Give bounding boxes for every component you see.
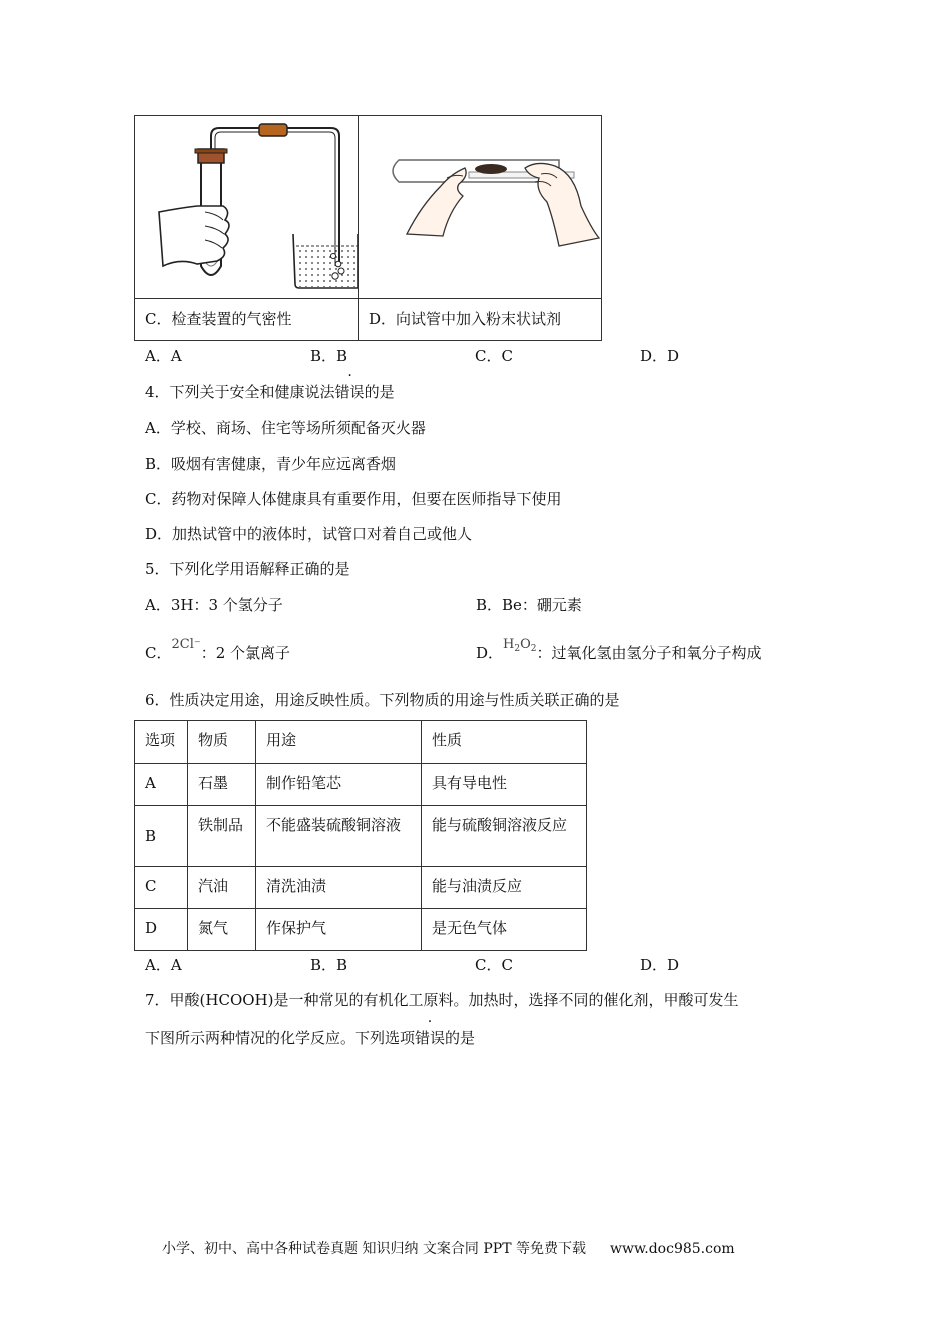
q4-option-d[interactable]: D．加热试管中的液体时，试管口对着自己或他人: [145, 525, 473, 543]
q5-option-c[interactable]: C．2Cl⁻：2 个氯离子: [145, 637, 291, 662]
header-cell: 用途: [256, 721, 422, 764]
table-cell: 石墨: [188, 764, 256, 806]
q6-choice-d[interactable]: D．D: [640, 956, 680, 974]
q4-option-a[interactable]: A．学校、商场、住宅等场所须配备灭火器: [145, 419, 426, 437]
q6-table: [134, 720, 587, 951]
footer-url[interactable]: www.doc985.com: [609, 1241, 735, 1257]
emphasis-mark: 错误: [415, 1029, 446, 1047]
table-cell: D: [135, 909, 188, 951]
table-cell: C: [135, 867, 188, 909]
footer-text: 小学、初中、高中各种试卷真题 知识归纳 文案合同 PPT 等免费下载: [162, 1241, 586, 1257]
table-cell: 汽油: [188, 867, 256, 909]
header-cell: 性质: [422, 721, 587, 764]
table-cell: B: [135, 806, 188, 867]
caption-c: C．检查装置的气密性: [145, 310, 292, 328]
caption-d: D．向试管中加入粉末状试剂: [369, 310, 562, 328]
table-cell: 能与硫酸铜溶液反应: [422, 806, 587, 867]
table-row: [135, 806, 587, 867]
table-row: [135, 909, 587, 951]
table-cell: 不能盛装硫酸铜溶液: [256, 806, 422, 867]
q4-option-b[interactable]: B．吸烟有害健康，青少年应远离香烟: [145, 455, 397, 473]
q5-option-b[interactable]: B．Be：硼元素: [476, 596, 582, 614]
q4-stem: 4．下列关于安全和健康说法错误的是: [145, 383, 395, 401]
q5-option-d[interactable]: D．$H_2O_2$：过氧化氢由氢分子和氧分子构成: [476, 637, 762, 662]
table-cell: 铁制品: [188, 806, 256, 867]
q4-option-c[interactable]: C．药物对保障人体健康具有重要作用，但要在医师指导下使用: [145, 490, 562, 508]
q7-stem-line1: 7．甲酸(HCOOH)是一种常见的有机化工原料。加热时，选择不同的催化剂，甲酸可发生: [145, 991, 739, 1009]
table-row: [135, 867, 587, 909]
airtightness-check-figure: [135, 116, 358, 298]
emphasis-mark: 错误: [334, 383, 365, 401]
q7-stem-line2: 下图所示两种情况的化学反应。下列选项错误的是: [145, 1029, 476, 1047]
table-cell: 氮气: [188, 909, 256, 951]
table-cell: A: [135, 764, 188, 806]
table-cell: 清洗油渍: [256, 867, 422, 909]
table-cell: 具有导电性: [422, 764, 587, 806]
table-row: [135, 764, 587, 806]
header-cell: 选项: [135, 721, 188, 764]
table-cell: 作保护气: [256, 909, 422, 951]
experiment-figure-table: [134, 115, 602, 341]
q5-stem: 5．下列化学用语解释正确的是: [145, 560, 350, 578]
q6-stem: 6．性质决定用途，用途反映性质。下列物质的用途与性质关联正确的是: [145, 691, 620, 709]
page-footer: [162, 1238, 735, 1258]
q6-choice-b[interactable]: B．B: [310, 956, 348, 974]
header-cell: 物质: [188, 721, 256, 764]
table-cell: 制作铅笔芯: [256, 764, 422, 806]
powder-reagent-figure: [359, 116, 602, 298]
q3-choice-a[interactable]: A．A: [145, 347, 182, 365]
table-cell: 能与油渍反应: [422, 867, 587, 909]
q6-choice-c[interactable]: C．C: [475, 956, 513, 974]
q3-choice-c[interactable]: C．C: [475, 347, 513, 365]
table-cell: 是无色气体: [422, 909, 587, 951]
q3-choice-d[interactable]: D．D: [640, 347, 680, 365]
h2o2-formula: $H_2O_2$: [503, 637, 537, 654]
q3-choice-b[interactable]: B．B: [310, 347, 348, 365]
chloride-formula: 2Cl⁻: [171, 637, 201, 652]
q6-choice-a[interactable]: A．A: [145, 956, 182, 974]
q5-option-a[interactable]: A．3H：3 个氢分子: [145, 596, 283, 614]
table-header-row: [135, 721, 587, 764]
